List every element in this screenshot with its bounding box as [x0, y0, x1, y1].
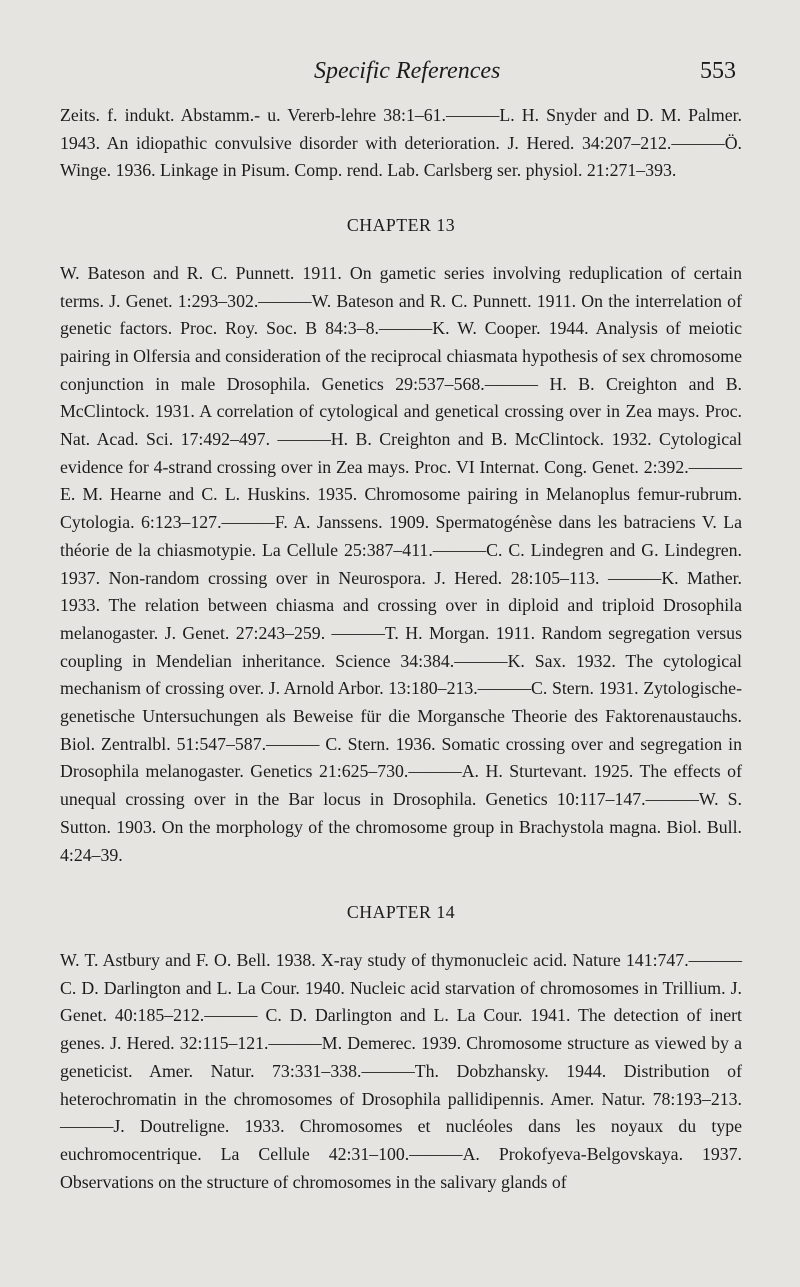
chapter-13-heading: CHAPTER 13: [346, 215, 456, 236]
chapter-14-heading: CHAPTER 14: [346, 902, 456, 923]
continued-references: Zeits. f. indukt. Abstamm.- u. Vererb-lehre 38:1–61.———L. H. Snyder and D. M. Palmer. 1943. An idiopathic convulsive disorder with deterioration. J. Hered. 34:207–212.———Ö. Winge. 1936. Linkage in Pisum. Comp. rend. Lab. Carlsberg ser. physiol. 21:271–393.: [60, 105, 742, 181]
chapter-13-references: W. Bateson and R. C. Punnett. 1911. On gametic series involving reduplication of certain terms. J. Genet. 1:293–302.———W. Bateson and R. C. Punnett. 1911. On the interrelation of genetic factors. Proc. Roy. Soc. B 84:3–8.———K. W. Cooper. 1944. Analysis of meiotic pairing in Olfersia and consideration of the reciprocal chiasmata hypothesis of sex chromosome conjunction in male Drosophila. Genetics 29:537–568.——— H. B. Creighton and B. McClintock. 1931. A correlation of cytological and genetical crossing over in Zea mays. Proc. Nat. Acad. Sci. 17:492–497. ———H. B. Creighton and B. McClintock. 1932. Cytological evidence for 4-strand crossing over in Zea mays. Proc. VI Internat. Cong. Genet. 2:392.———E. M. Hearne and C. L. Huskins. 1935. Chromosome pairing in Melanoplus femur-rubrum. Cytologia. 6:123–127.———F. A. Janssens. 1909. Spermatogénèse dans les batraciens V. La théorie de la chiasmotypie. La Cellule 25:387–411.———C. C. Lindegren and G. Lindegren. 1937. Non-random crossing over in Neurospora. J. Hered. 28:105–113. ———K. Mather. 1933. The relation between chiasma and crossing over in diploid and triploid Drosophila melanogaster. J. Genet. 27:243–259. ———T. H. Morgan. 1911. Random segregation versus coupling in Mendelian inheritance. Science 34:384.———K. Sax. 1932. The cytological mechanism of crossing over. J. Arnold Arbor. 13:180–213.———C. Stern. 1931. Zytologische-genetische Untersuchungen als Beweise für die Morgansche Theorie des Faktorenaustauchs. Biol. Zentralbl. 51:547–587.——— C. Stern. 1936. Somatic crossing over and segregation in Drosophila melanogaster. Genetics 21:625–730.———A. H. Sturtevant. 1925. The effects of unequal crossing over in the Bar locus in Drosophila. Genetics 10:117–147.———W. S. Sutton. 1903. On the morphology of the chromosome group in Brachystola magna. Biol. Bull. 4:24–39.: [60, 262, 742, 865]
chapter-14-references: W. T. Astbury and F. O. Bell. 1938. X-ray study of thymonucleic acid. Nature 141:747.———C. D. Darlington and L. La Cour. 1940. Nucleic acid starvation of chromosomes in Trillium. J. Genet. 40:185–212.——— C. D. Darlington and L. La Cour. 1941. The detection of inert genes. J. Hered. 32:115–121.———M. Demerec. 1939. Chromosome structure as viewed by a geneticist. Amer. Natur. 73:331–338.———Th. Dobzhansky. 1944. Distribution of heterochromatin in the chromosomes of Drosophila pallidipennis. Amer. Natur. 78:193–213.———J. Doutreligne. 1933. Chromosomes et nucléoles dans les noyaux du type euchromocentrique. La Cellule 42:31–100.———A. Prokofyeva-Belgovskaya. 1937. Observations on the structure of chromosomes in the salivary glands of: [60, 949, 742, 1192]
running-title: Specific References: [314, 58, 501, 84]
references-body: [60, 102, 742, 1196]
page-number: 553: [700, 58, 736, 84]
page-header: [64, 58, 736, 94]
